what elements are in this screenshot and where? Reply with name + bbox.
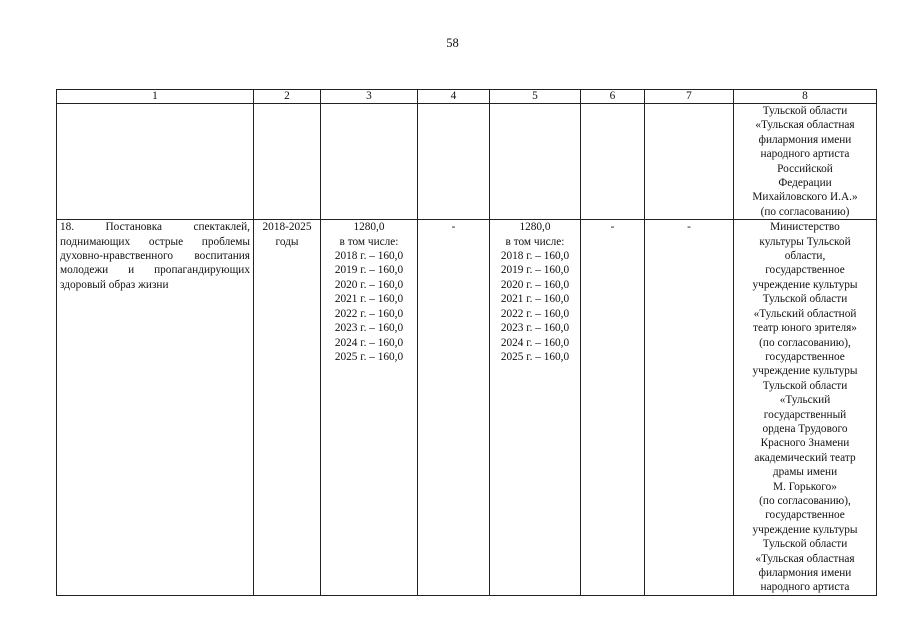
executor-line: народного артиста: [760, 148, 850, 161]
year-funding: 2023 г. – 160,0: [500, 322, 570, 335]
cont-cell-2: [254, 104, 321, 220]
executor-line: государственный: [763, 408, 847, 421]
including-label: в том числе:: [339, 235, 399, 248]
executor-line: учреждение культуры: [752, 365, 858, 378]
year-funding: 2025 г. – 160,0: [334, 350, 404, 363]
executor-line: государственное: [765, 264, 845, 277]
municipal-funding-cell: -: [581, 220, 645, 596]
year-funding: 2023 г. – 160,0: [334, 322, 404, 335]
executor-line: театр юного зрителя»: [753, 322, 857, 335]
executor-line: Михайловского И.А.»: [752, 191, 858, 204]
executor-line: ордена Трудового: [762, 422, 848, 435]
executor-line: «Тульская областная: [755, 552, 855, 565]
total-funding-value: 1280,0: [353, 221, 385, 234]
executor-line: учреждение культуры: [752, 523, 858, 536]
executor-line: Тульской области: [762, 379, 848, 392]
year-funding: 2019 г. – 160,0: [500, 264, 570, 277]
executor-line: «Тульский: [779, 394, 831, 407]
executor-line: Тульской области: [762, 105, 848, 117]
executor-line: Тульской области: [762, 538, 848, 551]
executor-line: учреждение культуры: [752, 278, 858, 291]
cont-cell-3: [321, 104, 418, 220]
cont-cell-5: [490, 104, 581, 220]
year-funding: 2022 г. – 160,0: [334, 307, 404, 320]
period-cell: [254, 220, 321, 596]
year-funding: 2024 г. – 160,0: [334, 336, 404, 349]
executor-line: культуры Тульской: [759, 235, 851, 248]
header-cell-2: 2: [254, 90, 321, 104]
header-cell-8: 8: [734, 90, 877, 104]
executor-line: «Тульская областная: [755, 119, 855, 132]
executor-line: области,: [784, 250, 826, 263]
header-cell-6: 6: [581, 90, 645, 104]
year-funding: 2022 г. – 160,0: [500, 307, 570, 320]
cont-cell-7: [645, 104, 734, 220]
regional-funding-cell: [490, 220, 581, 596]
year-funding: 2025 г. – 160,0: [500, 350, 570, 363]
table-row-item-18: [57, 220, 877, 596]
federal-funding-cell: -: [418, 220, 490, 596]
header-cell-3: 3: [321, 90, 418, 104]
year-funding: 2018 г. – 160,0: [500, 250, 570, 263]
executor-line: (по согласованию),: [759, 336, 851, 349]
cont-cell-6: [581, 104, 645, 220]
year-funding: 2018 г. – 160,0: [334, 250, 404, 263]
header-row: [57, 90, 877, 104]
executor-line: драмы имени: [772, 466, 838, 479]
header-cell-4: 4: [418, 90, 490, 104]
period-line: годы: [275, 235, 299, 248]
cont-executor-cell: [734, 104, 877, 220]
executor-line: М. Горького»: [773, 480, 837, 493]
cont-cell-1: [57, 104, 254, 220]
executor-line: (по согласованию),: [759, 494, 851, 507]
year-funding: 2021 г. – 160,0: [500, 293, 570, 306]
including-label: в том числе:: [505, 235, 565, 248]
executor-cell: [734, 220, 877, 596]
year-funding: 2024 г. – 160,0: [500, 336, 570, 349]
year-funding: 2020 г. – 160,0: [334, 278, 404, 291]
executor-line: Российской: [777, 162, 833, 175]
continuation-row: [57, 104, 877, 220]
activity-name-cell: 18. Постановка спектаклей, поднимающих острые проблемы духовно-нравственного воспитания молодежи и пропагандирующих здоровый образ жизни: [57, 220, 254, 596]
executor-line: государственное: [765, 350, 845, 363]
period-line: 2018-2025: [262, 221, 312, 234]
executor-line: народного артиста: [760, 581, 850, 594]
page-number: 58: [446, 36, 459, 50]
year-funding: 2019 г. – 160,0: [334, 264, 404, 277]
executor-line: Красного Знамени: [760, 437, 850, 450]
regional-total-value: 1280,0: [519, 221, 551, 234]
executor-line: государственное: [765, 509, 845, 522]
header-cell-5: 5: [490, 90, 581, 104]
executor-line: «Тульский областной: [753, 307, 857, 320]
year-funding: 2020 г. – 160,0: [500, 278, 570, 291]
cont-cell-4: [418, 104, 490, 220]
executor-line: филармония имени: [758, 133, 852, 146]
executor-line: филармония имени: [758, 567, 852, 579]
executor-line: Министерство: [770, 221, 840, 234]
executor-line: Федерации: [778, 177, 832, 190]
program-table: [56, 89, 877, 596]
year-funding: 2021 г. – 160,0: [334, 293, 404, 306]
extrabudget-funding-cell: -: [645, 220, 734, 596]
executor-line: академический театр: [754, 451, 856, 464]
executor-line: (по согласованию): [760, 205, 850, 218]
header-cell-7: 7: [645, 90, 734, 104]
header-cell-1: 1: [57, 90, 254, 104]
executor-line: Тульской области: [762, 293, 848, 306]
total-funding-cell: [321, 220, 418, 596]
